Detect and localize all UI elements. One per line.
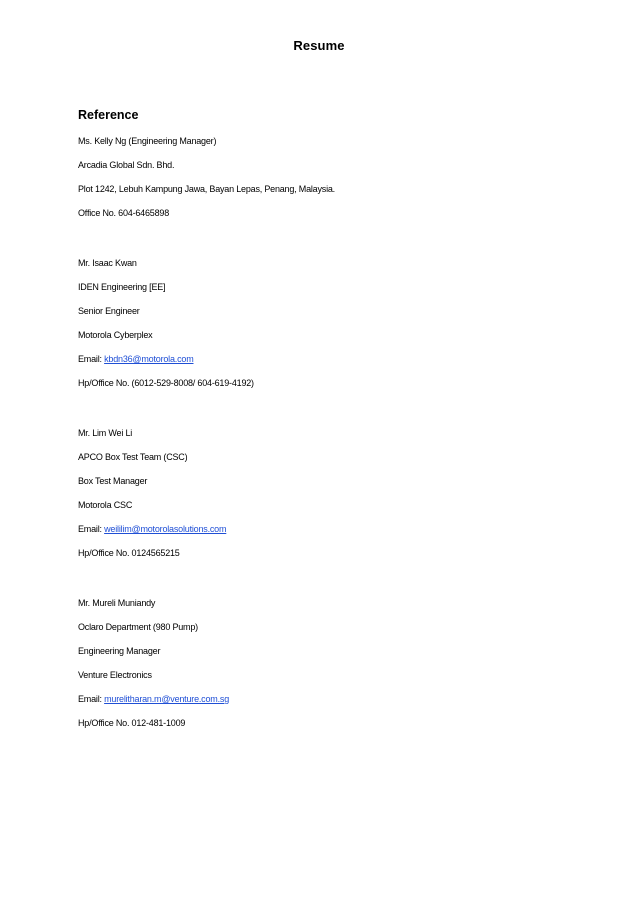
reference-company: Motorola Cyberplex [78,330,153,340]
reference-position: Senior Engineer [78,306,140,316]
reference-section [78,107,578,729]
reference-phone: Hp/Office No. 012-481-1009 [78,718,186,728]
email-label: Email: [78,524,105,534]
reference-company: Arcadia Global Sdn. Bhd. [78,160,175,170]
reference-company: Venture Electronics [78,670,152,680]
reference-email-line [78,523,578,535]
reference-address: Plot 1242, Lebuh Kampung Jawa, Bayan Lepas, Penang, Malaysia. [78,184,335,194]
section-heading: Reference [78,108,139,122]
email-label: Email: [78,354,105,364]
reference-department: APCO Box Test Team (CSC) [78,452,188,462]
email-link[interactable]: weililim@motorolasolutions.com [104,524,227,534]
reference-phone: Hp/Office No. (6012-529-8008/ 604-619-4192) [78,378,254,388]
reference-email-line [78,693,578,705]
reference-mureli-muniandy [78,597,578,729]
reference-company: Motorola CSC [78,500,133,510]
email-link[interactable]: kbdn36@motorola.com [104,354,194,364]
reference-name: Mr. Lim Wei Li [78,428,133,438]
reference-name: Mr. Mureli Muniandy [78,598,156,608]
reference-phone: Hp/Office No. 0124565215 [78,548,180,558]
reference-position: Box Test Manager [78,476,148,486]
reference-email-line [78,353,578,365]
reference-kelly-ng [78,135,578,219]
reference-department: IDEN Engineering [EE] [78,282,166,292]
reference-lim-wei-li [78,427,578,559]
reference-position: Engineering Manager [78,646,161,656]
email-link[interactable]: murelitharan.m@venture.com.sg [104,694,229,704]
email-label: Email: [78,694,105,704]
reference-office-phone: Office No. 604-6465898 [78,208,170,218]
reference-name: Mr. Isaac Kwan [78,258,137,268]
page-title: Resume [293,38,345,53]
reference-department: Oclaro Department (980 Pump) [78,622,198,632]
reference-isaac-kwan [78,257,578,389]
reference-name: Ms. Kelly Ng (Engineering Manager) [78,136,217,146]
